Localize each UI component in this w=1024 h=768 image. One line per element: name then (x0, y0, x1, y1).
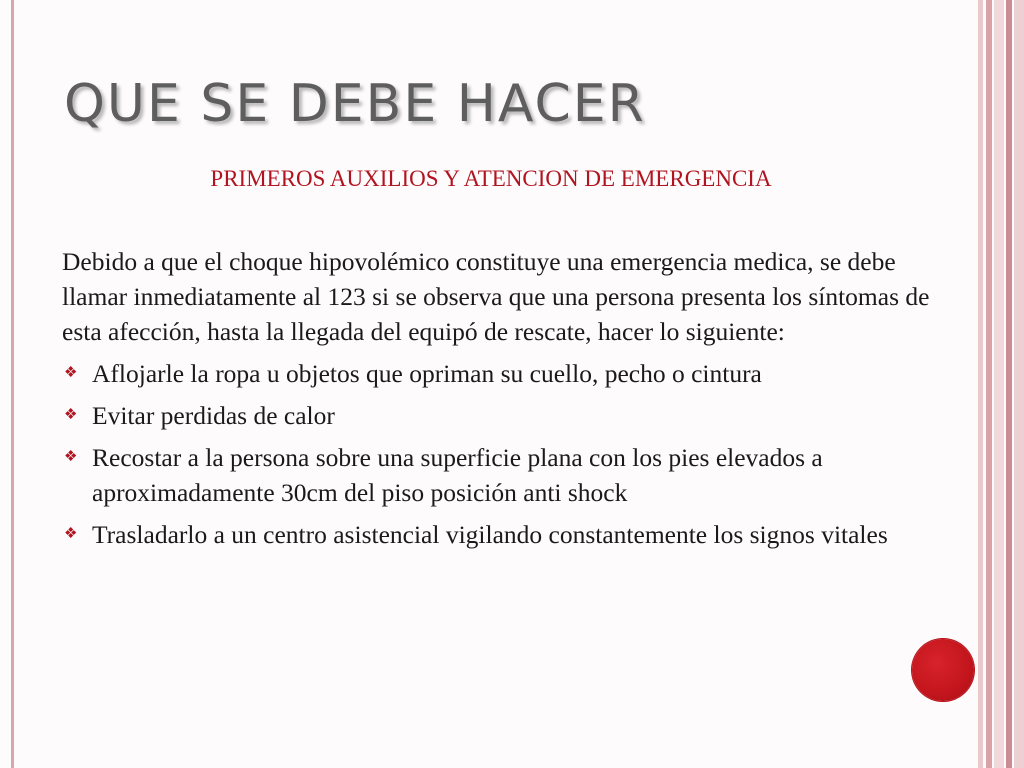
bullet-text: Trasladarlo a un centro asistencial vigilando constantemente los signos vitales (92, 520, 888, 549)
diamond-bullet-icon: ❖ (64, 526, 78, 542)
list-item (62, 440, 942, 510)
bullet-list (62, 356, 942, 552)
diamond-bullet-icon: ❖ (64, 449, 78, 465)
bullet-text: Evitar perdidas de calor (92, 401, 335, 430)
intro-paragraph: Debido a que el choque hipovolémico constituye una emergencia medica, se debe llamar inmediatamente al 123 si se observa que una persona presenta los síntomas de esta afección, hasta la llegada del equipó de rescate, hacer lo siguiente: (62, 247, 930, 346)
right-decorative-stripe (994, 0, 1004, 768)
slide-subtitle: PRIMEROS AUXILIOS Y ATENCION DE EMERGENCIA (210, 166, 772, 191)
slide-title: QUE SE DEBE HACER (64, 74, 646, 134)
right-decorative-stripe (978, 0, 983, 768)
list-item (62, 356, 942, 391)
diamond-bullet-icon: ❖ (64, 365, 78, 381)
left-border-line (11, 0, 14, 768)
list-item (62, 398, 942, 433)
slide-body (62, 244, 942, 559)
bullet-text: Recostar a la persona sobre una superficie plana con los pies elevados a aproximadamente 30cm del piso posición anti shock (92, 443, 823, 507)
red-circle-decoration (912, 639, 974, 701)
diamond-bullet-icon: ❖ (64, 407, 78, 423)
right-decorative-stripe (986, 0, 992, 768)
right-decorative-stripe (1006, 0, 1012, 768)
bullet-text: Aflojarle la ropa u objetos que opriman su cuello, pecho o cintura (92, 359, 762, 388)
list-item (62, 517, 942, 552)
right-decorative-stripe (1014, 0, 1024, 768)
